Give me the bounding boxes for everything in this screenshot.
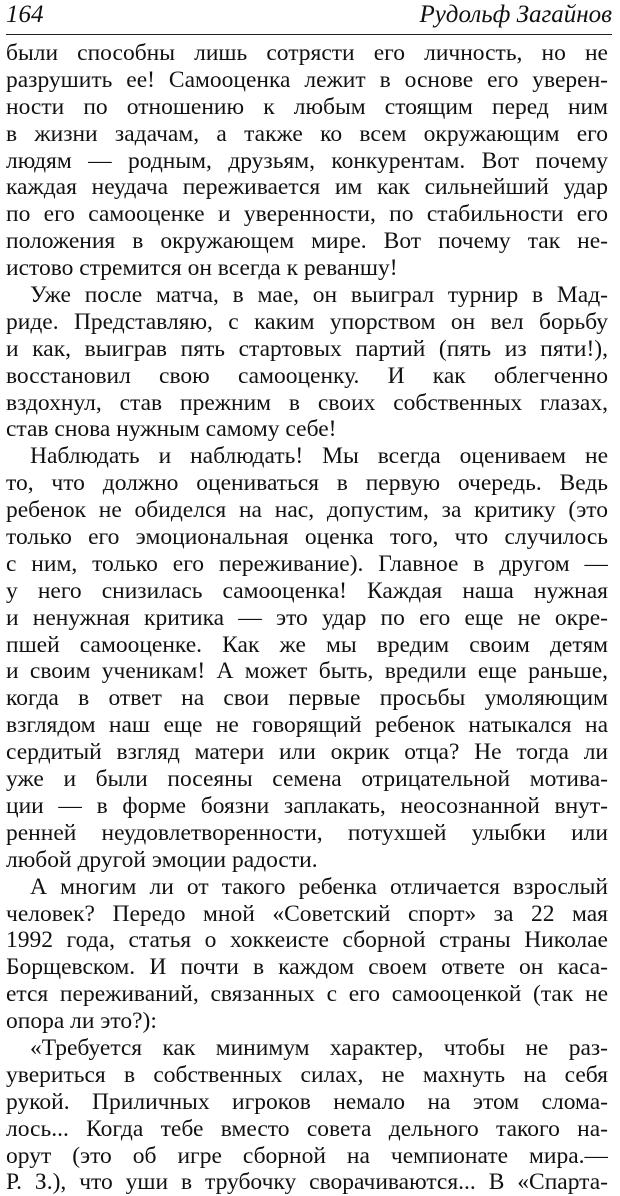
text-line: у него снизилась самооценка! Каждая наша нужная bbox=[6, 577, 608, 604]
running-head bbox=[6, 0, 612, 32]
text-line: взглядом наш еще не говорящий ребенок натыкался на bbox=[6, 712, 608, 739]
text-line: ется переживаний, связанных с его самооценкой (так не bbox=[6, 981, 608, 1008]
text-line: в жизни задачам, а также ко всем окружающим его bbox=[6, 120, 608, 147]
text-line: лось... Когда тебе вместо совета дельного такого на- bbox=[6, 1115, 608, 1142]
text-line: людям — родным, друзьям, конкурентам. Вот почему bbox=[6, 147, 608, 174]
text-line: были способны лишь сотрясти его личность, но не bbox=[6, 40, 608, 66]
text-line: с ним, только его переживание). Главное в другом — bbox=[6, 550, 608, 577]
text-line: Наблюдать и наблюдать! Мы всегда оцениваем не bbox=[30, 443, 608, 470]
text-line: положения в окружающем мире. Вот почему так не- bbox=[6, 228, 608, 255]
text-line: восстановил свою самооценку. И как облегченно bbox=[6, 362, 608, 389]
text-line: и как, выиграв пять стартовых партий (пять из пяти!), bbox=[6, 335, 608, 362]
text-line: разрушить ее! Самооценка лежит в основе его уверен- bbox=[6, 66, 608, 93]
running-head-author: Рудольф Загайнов bbox=[419, 1, 612, 28]
text-line: став снова нужным самому себе! bbox=[6, 416, 337, 443]
text-line: сердитый взгляд матери или окрик отца? Не тогда ли bbox=[6, 739, 608, 766]
text-line: пшей самооценке. Как же мы вредим своим детям bbox=[6, 631, 608, 658]
text-line: Уже после матча, в мае, он выиграл турнир в Мад- bbox=[30, 282, 608, 309]
text-line: ренней неудовлетворенности, потухшей улыбки или bbox=[6, 819, 608, 846]
header-rule bbox=[6, 34, 612, 35]
text-line: рукой. Приличных игроков немало на этом слома- bbox=[6, 1088, 608, 1115]
text-line: опора ли это?): bbox=[6, 1008, 157, 1035]
text-line: Борщевском. И почти в каждом своем ответе он каса- bbox=[6, 954, 608, 981]
text-line: только его эмоциональная оценка того, что случилось bbox=[6, 524, 608, 551]
text-line: по его самооценке и уверенности, по стабильности его bbox=[6, 201, 608, 228]
text-line: то, что должно оцениваться в первую очередь. Ведь bbox=[6, 470, 608, 497]
text-line: увериться в собственных силах, не махнуть на себя bbox=[6, 1061, 608, 1088]
text-line: и ненужная критика — это удар по его еще не окре- bbox=[6, 604, 608, 631]
text-line: «Требуется как минимум характер, чтобы не раз- bbox=[30, 1034, 608, 1061]
text-line: каждая неудача переживается им как сильнейший удар bbox=[6, 174, 608, 201]
text-line: ности по отношению к любым стоящим перед ним bbox=[6, 93, 608, 120]
page-number: 164 bbox=[6, 1, 44, 28]
text-line: риде. Представляю, с каким упорством он вел борьбу bbox=[6, 308, 608, 335]
text-line: уже и были посеяны семена отрицательной мотива- bbox=[6, 766, 608, 793]
text-line: человек? Передо мной «Советский спорт» за 22 мая bbox=[6, 900, 608, 927]
text-line: 1992 года, статья о хоккеисте сборной страны Николае bbox=[6, 927, 608, 954]
text-line: ребенок не обиделся на нас, допустим, за критику (это bbox=[6, 497, 608, 524]
text-line: А многим ли от такого ребенка отличается взрослый bbox=[30, 873, 608, 900]
text-line: Р. З.), что уши в трубочку сворачиваются... В «Спарта- bbox=[6, 1169, 608, 1196]
body-text bbox=[6, 40, 608, 1196]
text-line: орут (это об игре сборной на чемпионате мира.— bbox=[6, 1142, 608, 1169]
text-line: истово стремится он всегда к реваншу! bbox=[6, 255, 398, 282]
text-line: любой другой эмоции радости. bbox=[6, 846, 318, 873]
text-line: когда в ответ на свои первые просьбы умоляющим bbox=[6, 685, 608, 712]
text-line: ции — в форме боязни заплакать, неосознанной внут- bbox=[6, 792, 608, 819]
text-line: и своим ученикам! А может быть, вредили еще раньше, bbox=[6, 658, 608, 685]
text-line: вздохнул, став прежним в своих собственных глазах, bbox=[6, 389, 608, 416]
